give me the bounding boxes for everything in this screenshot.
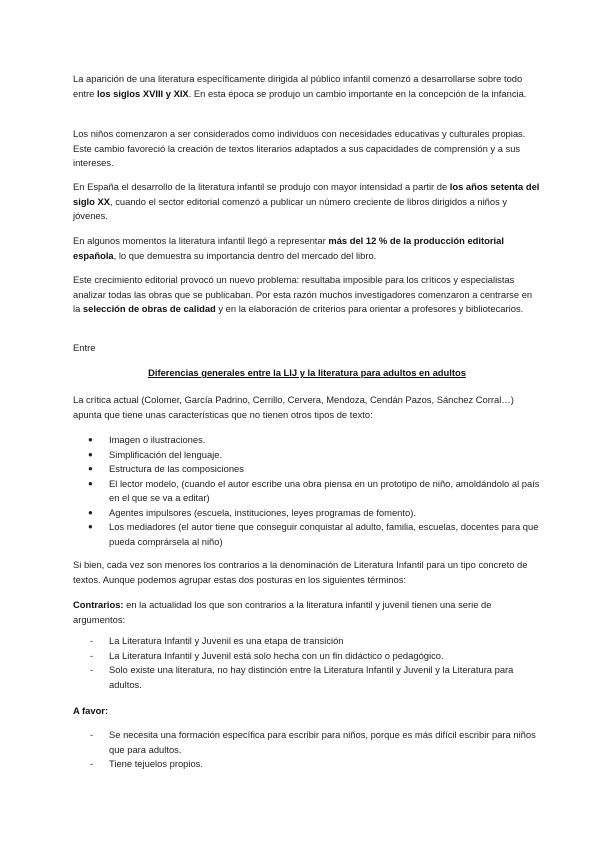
list-item: - Solo existe una literatura, no hay distinción entre la Literatura Infantil y Juvenil y la Literatura para adultos. [90, 664, 514, 690]
label-a-favor: A favor: [73, 705, 109, 716]
list-item: ● El lector modelo, (cuando el autor escribe una obra piensa en un prototipo de niño, amoldándolo al país en el que se va a editar) [88, 477, 540, 503]
paragraph-intro: La aparición de una literatura específicamente dirigida al público infantil comenzó a desarrollarse sobre todo entre los siglos XVIII y XIX. En esta época se produjo un cambio importante en la concepción de la infancia. [73, 73, 527, 99]
list-item: ● Agentes impulsores (escuela, instituciones, leyes programas de fomento). [73, 506, 541, 521]
bold-siglos: los siglos XVIII y XIX [96, 87, 189, 99]
paragraph-ninos: Los niños comenzaron a ser considerados como individuos con necesidades educativas y culturales propias. Este cambio favoreció la creación de textos literarios adaptados a sus capacidades de comprensión y a sus intereses. [73, 128, 526, 168]
bullet-icon: ● [88, 507, 93, 517]
dash-marker: - [90, 635, 94, 646]
bold-anos-setenta: los años setenta del siglo XX [73, 181, 540, 207]
paragraph-critica: La crítica actual (Colomer, García Padrino, Cerrillo, Cervera, Mendoza, Cendán Pazos, Sánchez Corral…) apunta que tiene unas características que no tienen otros tipos de texto: [73, 394, 514, 420]
paragraph-entre: Entre [73, 342, 96, 353]
favor-list [73, 728, 541, 772]
list-item: ● Imagen o ilustraciones. [73, 433, 541, 448]
paragraph-espana: En España el desarrollo de la literatura infantil se produjo con mayor intensidad a partir de los años setenta del siglo XX, cuando el sector editorial comenzó a publicar un número creciente de libros dirigidos a niños y jóvenes. [73, 181, 540, 221]
bold-produccion: más del 12 % de la producción editorial española [73, 235, 504, 261]
bullet-icon: ● [88, 464, 93, 473]
dash-marker: - [90, 758, 94, 769]
bold-seleccion: selección de obras de calidad [82, 303, 216, 314]
list-item: ● Simplificación del lenguaje. [73, 448, 541, 463]
list-item: ● Los mediadores (el autor tiene que conseguir conquistar al adulto, familia, escuelas, docentes para que pueda comprársela al niño) [88, 521, 539, 547]
list-item: ● Estructura de las composiciones [73, 462, 541, 477]
bullet-icon: ● [88, 435, 93, 444]
label-contrarios: Contrarios: [73, 599, 124, 610]
dash-marker: - [90, 649, 94, 661]
paragraph-si-bien: Si bien, cada vez son menores los contrarios a la denominación de Literatura Infantil para un tipo concreto de textos. Aunque podemos agrupar estas dos posturas en los siguientes términos: [73, 559, 528, 585]
paragraph-produccion: En algunos momentos la literatura infantil llegó a representar más del 12 % de la producción editorial española, lo que demuestra su importancia dentro del mercado del libro. [73, 235, 504, 261]
bullet-icon: ● [88, 522, 93, 531]
characteristics-list [73, 433, 541, 549]
bullet-icon: ● [88, 449, 93, 459]
list-item: - La Literatura Infantil y Juvenil está solo hecha con un fin didáctico o pedagógico. [73, 649, 541, 664]
dash-marker: - [90, 729, 94, 740]
contrarios-list [73, 634, 541, 692]
paragraph-contrarios: Contrarios: en la actualidad los que son contrarios a la literatura infantil y juvenil tienen una serie de argumentos: [73, 599, 492, 625]
dash-marker: - [90, 664, 94, 675]
paragraph-crecimiento: Este crecimiento editorial provocó un nuevo problema: resultaba imposible para los críticos y especialistas analizar todas las obras que se publicaban. Por esta razón muchos investigadores comenzaron a centrarse en la selección de obras de calidad y en la elaboración de criterios para orientar a profesores y bibliotecarios. [73, 274, 533, 314]
list-item: - Se necesita una formación específica para escribir para niños, porque es más difícil escribir para niños que para adultos. [90, 729, 536, 755]
bullet-icon: ● [88, 478, 93, 488]
list-item: - La Literatura Infantil y Juvenil es una etapa de transición [73, 634, 541, 649]
section-title: Diferencias generales entre la LIJ y la literatura para adultos en adultos [148, 367, 466, 378]
list-item: - Tiene tejuelos propios. [73, 757, 541, 772]
